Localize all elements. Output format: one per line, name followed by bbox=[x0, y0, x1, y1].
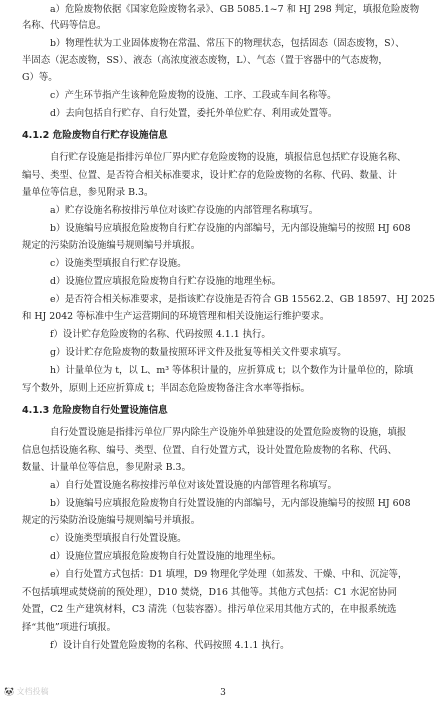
text-line: d）去向包括自行贮存、自行处置，委托外单位贮存、利用或处置等。 bbox=[50, 108, 338, 119]
text-line: 不包括填埋或焚烧前的预处理），D10 焚烧，D16 其他等。其他方式包括：C1 水泥窑协同 bbox=[22, 587, 398, 598]
text-line: 规定的污染防治设施编号规则编号并填报。 bbox=[22, 240, 201, 251]
text-line: 编号、类型、位置、是否符合相关标准要求，设计贮存的危险废物的名称、代码、数量、计 bbox=[22, 170, 398, 181]
text-line: e）自行处置方式包括：D1 填埋，D9 物理化学处理（如蒸发、干燥、中和、沉淀等， bbox=[50, 569, 408, 580]
text-line: b）设施编号应填报危险废物自行处置设施的内部编号，无内部设施编号的按照 HJ 608 bbox=[50, 498, 411, 509]
text-line: 量单位等信息，参见附录 B.3。 bbox=[22, 187, 154, 198]
text-line: b）物理性状为工业固体废物在常温、常压下的物理状态，包括固态（固态废物，S）、 bbox=[50, 38, 405, 49]
section-heading: 4.1.3 危险废物自行处置设施信息 bbox=[22, 405, 168, 416]
text-line: 和 HJ 2042 等标准中生产运营期间的环境管理和相关设施运行维护要求。 bbox=[22, 311, 330, 322]
text-line: e）是否符合相关标准要求，是指该贮存设施是否符合 GB 15562.2、GB 18597、HJ 2025 bbox=[50, 294, 435, 305]
text-line: 信息包括设施名称、编号、类型、位置、自行处置方式，设计处置危险废物的名称、代码、 bbox=[22, 445, 398, 456]
text-line: 名称、代码等信息。 bbox=[22, 20, 107, 31]
text-line: f）设计贮存危险废物的名称、代码按照 4.1.1 执行。 bbox=[50, 329, 271, 340]
text-line: d）设施位置应填报危险废物自行处置设施的地理坐标。 bbox=[50, 551, 282, 562]
text-line: d）设施位置应填报危险废物自行贮存设施的地理坐标。 bbox=[50, 276, 282, 287]
page-number: 3 bbox=[220, 688, 226, 698]
text-line: 数量、计量单位等信息，参见附录 B.3。 bbox=[22, 462, 191, 473]
text-line: a）贮存设施名称按排污单位对该贮存设施的内部管理名称填写。 bbox=[50, 205, 319, 216]
text-line: G）等。 bbox=[22, 72, 58, 83]
text-line: c）设施类型填报自行贮存设施。 bbox=[50, 258, 187, 269]
text-line: a）自行处置设施名称按排污单位对该处置设施的内部管理名称填写。 bbox=[50, 480, 337, 491]
text-line: g）设计贮存危险废物的数量按照环评文件及批复等相关文件要求填写。 bbox=[50, 347, 347, 358]
text-line: c）设施类型填报自行处置设施。 bbox=[50, 533, 187, 544]
text-line: c）产生环节指产生该种危险废物的设施、工序、工段或车间名称等。 bbox=[50, 90, 337, 101]
section-heading: 4.1.2 危险废物自行贮存设施信息 bbox=[22, 130, 168, 141]
text-line: f）设计自行处置危险废物的名称、代码按照 4.1.1 执行。 bbox=[50, 640, 290, 651]
text-line: 自行贮存设施是指排污单位厂界内贮存危险废物的设施，填报信息包括贮存设施名称、 bbox=[50, 152, 407, 163]
watermark: 🐼 文档投稿 bbox=[4, 687, 49, 696]
text-line: 处置，C2 生产建筑材料，C3 清洗（包装容器）。排污单位采用其他方式的，在申报系统选 bbox=[22, 604, 397, 615]
text-line: b）设施编号应填报危险废物自行贮存设施的内部编号，无内部设施编号的按照 HJ 608 bbox=[50, 223, 411, 234]
text-line: 写个数外，原则上还应折算成 t；半固态危险废物备注含水率等指标。 bbox=[22, 383, 311, 394]
text-line: h）计量单位为 t，以 L、m³ 等体积计量的，应折算成 t；以个数作为计量单位的，除填 bbox=[50, 365, 414, 376]
text-line: 半固态（泥态废物，SS）、液态（高浓度液态废物，L）、气态（置于容器中的气态废物， bbox=[22, 55, 388, 66]
text-line: 自行处置设施是指排污单位厂界内除生产设施外单独建设的处置危险废物的设施，填报 bbox=[50, 427, 407, 438]
text-line: 规定的污染防治设施编号规则编号并填报。 bbox=[22, 515, 201, 526]
text-line: 择“其他”项进行填报。 bbox=[22, 622, 116, 633]
text-line: a）危险废物依据《国家危险废物名录》、GB 5085.1~7 和 HJ 298 判定，填报危险废物 bbox=[50, 4, 420, 15]
